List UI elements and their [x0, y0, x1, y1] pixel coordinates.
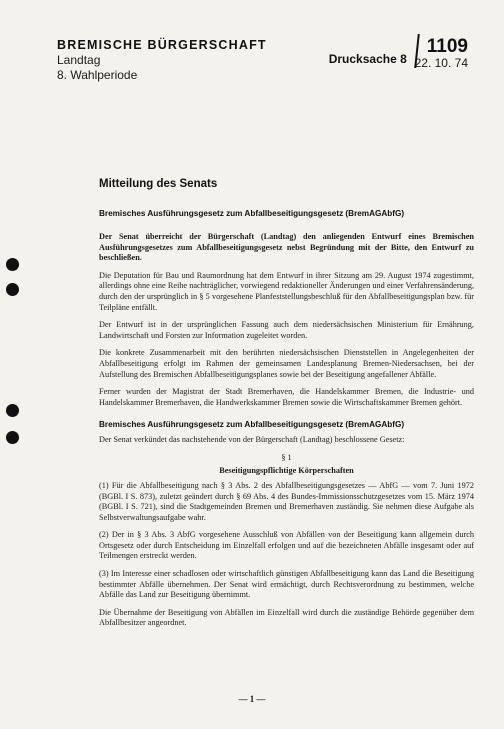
drucksache-number: 1109	[426, 36, 468, 57]
document-title: Mitteilung des Senats	[99, 178, 218, 190]
punch-hole-top	[6, 258, 19, 271]
law-intro: Der Senat verkündet das nachstehende von der Bürgerschaft (Landtag) beschlossene Gesetz:	[99, 435, 405, 445]
paragraph: Die konkrete Zusammenarbeit mit den berührten niedersächsischen Dienststellen in Angelegenheiten der Abfallbeseitigung erfolgt im Rahmen der gemeinsamen Landesplanung Bremen-Niedersachsen, bei der Aufstellung des Bremischen Abfallbeseitigungsplanes sowie bei der Beseitigung angefallener Abfälle.	[99, 348, 474, 379]
section-title: Beseitigungspflichtige Körperschaften	[219, 465, 354, 475]
section-number: § 1	[281, 452, 292, 462]
legislative-period: 8. Wahlperiode	[57, 68, 138, 82]
chamber: Landtag	[57, 53, 101, 67]
punch-hole-lower	[6, 404, 19, 417]
section-paragraph: (3) Im Interesse einer schadlosen oder wirtschaftlich günstigen Abfallbeseitigung kann das Land die Beseitigung bestimmter Abfälle übernehmen. Der Senat wird ermächtigt, durch Rechtsverordnung zu bestimmen, welche Abfälle das Land zur Beseitigung übernimmt.	[99, 569, 474, 600]
org-name: BREMISCHE BÜRGERSCHAFT	[57, 38, 267, 52]
intro-paragraph: Der Senat überreicht der Bürgerschaft (Landtag) den anliegenden Entwurf eines Bremischen Ausführungsgesetzes zum Abfallbeseitigungsgesetz nebst Begründung mit der Bitte, den Entwurf zu beschließen.	[99, 232, 474, 263]
paragraph: Die Deputation für Bau und Raumordnung hat dem Entwurf in ihrer Sitzung am 29. August 1974 zugestimmt, allerdings ohne eine Reihe nachträglicher, vorwiegend redaktioneller Änderungen und einer Verfahrensänderung, durch den der ursprünglich in § 5 vorgesehene Planfeststellungsbeschluß für den Abfallbeseitigungsplan bzw. für Teilpläne entfällt.	[99, 270, 474, 312]
drucksache-label: Drucksache 8	[328, 52, 407, 66]
section-paragraph: Die Übernahme der Beseitigung von Abfällen im Einzelfall wird durch die zuständige Behörde gegenüber dem Abfallbesitzer angeordnet.	[99, 607, 474, 628]
document-body	[99, 178, 474, 636]
page-number: — 1 —	[238, 694, 266, 704]
section-paragraph: (2) Der in § 3 Abs. 3 AbfG vorgesehene Ausschluß von Abfällen von der Beseitigung kann allgemein durch Ortsgesetz oder durch Entscheidung im Einzelfall erfolgen und auf die bezeichneten Abfälle insgesamt oder auf Teilmengen erstreckt werden.	[99, 530, 474, 561]
section-paragraph: (1) Für die Abfallbeseitigung nach § 3 Abs. 2 des Abfallbeseitigungsgesetzes — AbfG — vom 7. Juni 1972 (BGBl. I S. 873), zuletzt geändert durch § 69 Abs. 4 des Bundes-Immissionsschutzgesetzes vom 15. März 1974 (BGBl. I S. 721), sind die Stadtgemeinden Bremen und Bremerhaven zuständig. Sie nehmen diese Aufgabe als Selbstverwaltungsaufgabe wahr.	[99, 480, 474, 522]
document-subtitle: Bremisches Ausführungsgesetz zum Abfallbeseitigungsgesetz (BremAGAbfG)	[99, 209, 405, 218]
law-title: Bremisches Ausführungsgesetz zum Abfallbeseitigungsgesetz (BremAGAbfG)	[99, 420, 405, 430]
header-left	[57, 38, 267, 82]
document-date: 22. 10. 74	[414, 56, 468, 70]
paragraph: Ferner wurden der Magistrat der Stadt Bremerhaven, die Handelskammer Bremen, die Industrie- und Handelskammer Bremerhaven, die Handwerkskammer Bremen sowie die Wirtschaftskammer Bremen gehört.	[99, 387, 474, 407]
punch-hole-bottom	[6, 431, 19, 444]
punch-hole-upper	[6, 283, 19, 296]
paragraph: Der Entwurf ist in der ursprünglichen Fassung auch dem niedersächsischen Ministerium für Ernährung, Landwirtschaft und Forsten zur Information zugeleitet worden.	[99, 320, 474, 340]
header-right	[329, 34, 468, 68]
